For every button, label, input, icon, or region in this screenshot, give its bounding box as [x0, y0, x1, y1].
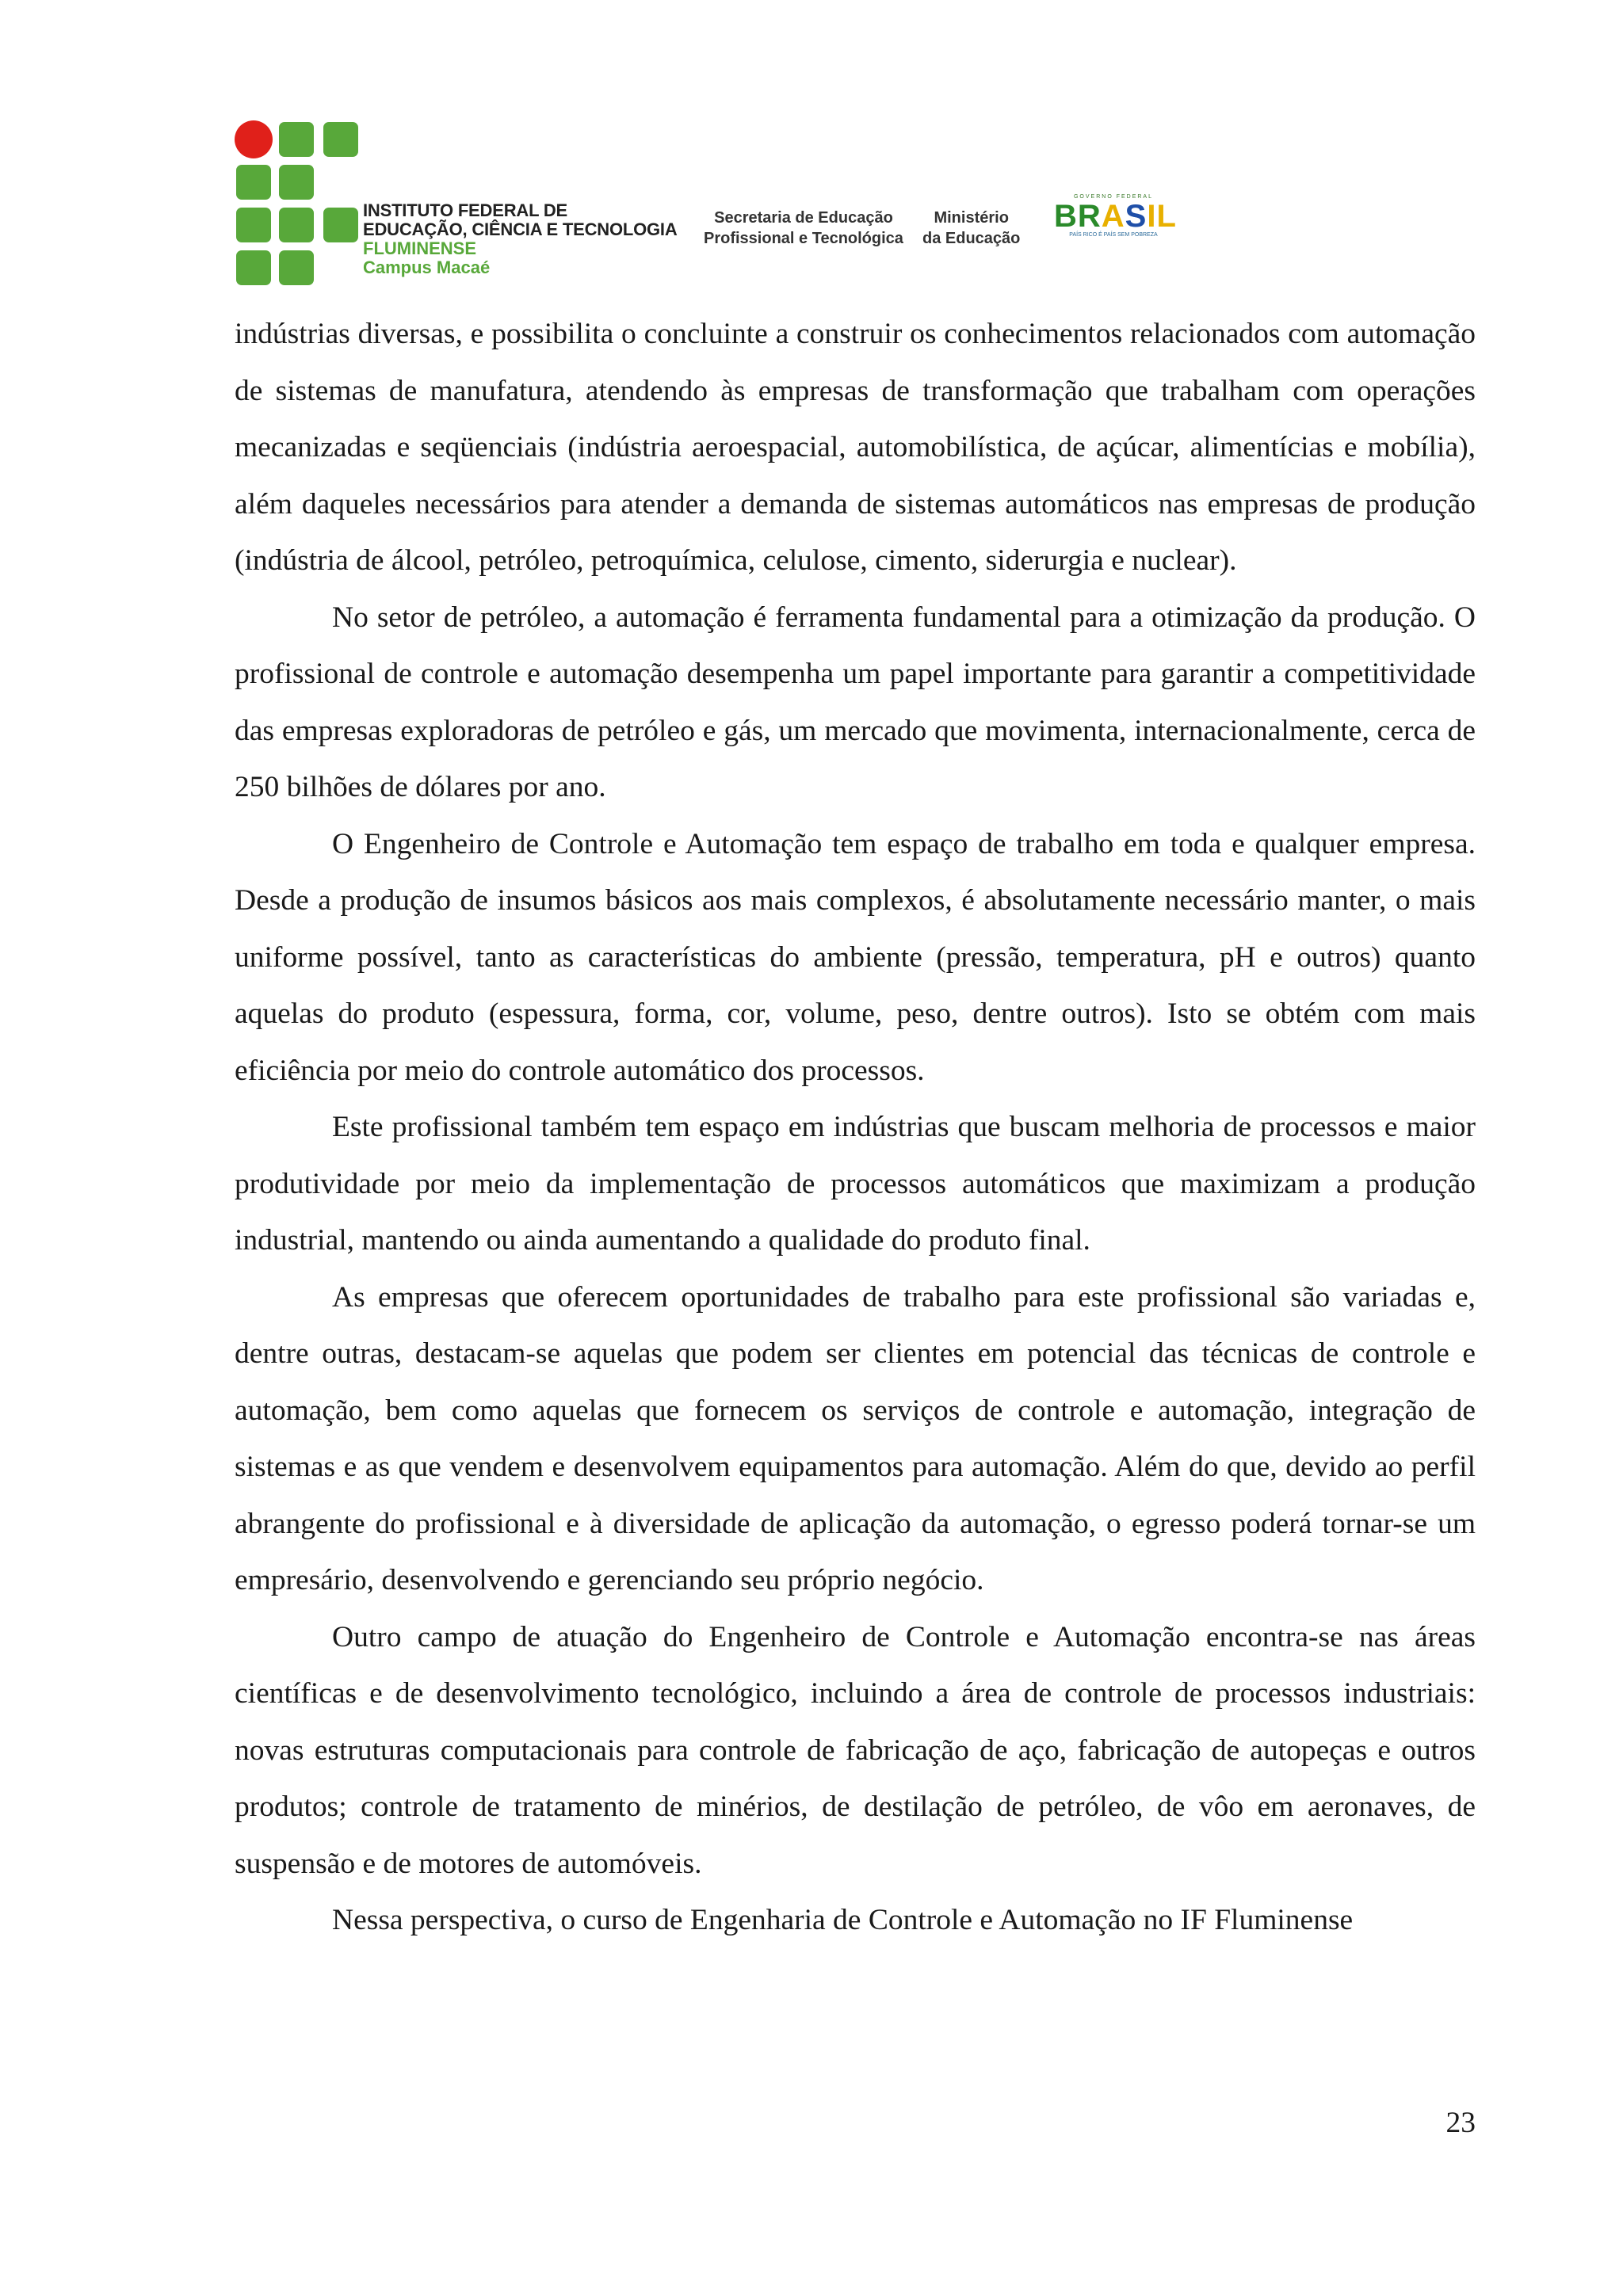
- institute-line-1: INSTITUTO FEDERAL DE: [363, 200, 567, 220]
- brasil-top-text: GOVERNO FEDERAL: [1073, 194, 1153, 200]
- secretaria-line-2: Profissional e Tecnológica: [704, 230, 903, 247]
- paragraph: No setor de petróleo, a automação é ferramenta fundamental para a otimização da produção. O profissional de controle e automação desempenha um papel importante para garantir a competitividade das empresas exploradoras de petróleo e gás, um mercado que movimenta, internacionalmente, cerca de 250 bilhões de dólares por ano.: [235, 601, 1476, 803]
- institute-line-2: EDUCAÇÃO, CIÊNCIA E TECNOLOGIA: [363, 219, 678, 239]
- brasil-slogan: PAÍS RICO É PAÍS SEM POBREZA: [1069, 232, 1158, 238]
- logo-square: [279, 208, 314, 242]
- paragraph: As empresas que oferecem oportunidades de trabalho para este profissional são variadas e, dentre outras, destacam-se aquelas que podem ser clientes em potencial das técnicas de controle e automação, bem como aquelas que fornecem os serviços de controle e automação, integração de sistemas e as que vendem e desenvolvem equipamentos para automação. Além do que, devido ao perfil abrangente do profissional e à diversidade de aplicação da automação, o egresso poderá tornar-se um empresário, desenvolvendo e gerenciando seu próprio negócio.: [235, 1280, 1476, 1596]
- logo-square: [279, 250, 314, 285]
- paragraph: Outro campo de atuação do Engenheiro de Controle e Automação encontra-se nas áreas científicas e de desenvolvimento tecnológico, incluindo a área de controle de processos industriais: novas estruturas computacionais para controle de fabricação de aço, fabricação de autopeças e outros produtos; controle de tratamento de minérios, de destilação de petróleo, de vôo em aeronaves, de suspensão e de motores de automóveis.: [235, 1620, 1476, 1880]
- secretaria-label: [704, 208, 903, 249]
- logo-square: [279, 122, 314, 157]
- brasil-letters-2: A: [1101, 199, 1125, 234]
- page-number: 23: [1445, 2107, 1476, 2139]
- logo-square: [236, 208, 271, 242]
- paragraph: indústrias diversas, e possibilita o concluinte a construir os conhecimentos relacionados com automação de sistemas de manufatura, atendendo às empresas de transformação que trabalham com operações mecanizadas e seqüenciais (indústria aeroespacial, automobilística, de açúcar, alimentícias e mobília), além daqueles necessários para atender a demanda de sistemas automáticos nas empresas de produção (indústria de álcool, petróleo, petroquímica, celulose, cimento, siderurgia e nuclear).: [235, 318, 1476, 577]
- ministerio-label: [922, 208, 1020, 249]
- institute-line-4: Campus Macaé: [363, 257, 491, 277]
- brasil-logo: [1054, 193, 1177, 241]
- logo-red-circle: [235, 120, 273, 158]
- ministerio-line-1: Ministério: [934, 209, 1009, 227]
- logo-square: [323, 208, 358, 242]
- institute-line-3: FLUMINENSE: [363, 238, 476, 258]
- brasil-letters-1: BR: [1054, 199, 1102, 234]
- logo-square: [236, 165, 271, 200]
- brasil-letters-4: IL: [1147, 199, 1177, 234]
- logo-square: [323, 122, 358, 157]
- paragraph: O Engenheiro de Controle e Automação tem espaço de trabalho em toda e qualquer empresa. Desde a produção de insumos básicos aos mais complexos, é absolutamente necessário manter, o mais uniforme possível, tanto as características do ambiente (pressão, temperatura, pH e outros) quanto aquelas do produto (espessura, forma, cor, volume, peso, dentre outros). Isto se obtém com mais eficiência por meio do controle automático dos processos.: [235, 827, 1476, 1087]
- brasil-letters-3: S: [1125, 199, 1148, 234]
- institute-logo-icon: [235, 120, 361, 285]
- paragraph: Nessa perspectiva, o curso de Engenharia de Controle e Automação no IF Fluminense: [332, 1904, 1354, 1936]
- brasil-wordmark: [1054, 199, 1177, 234]
- document-body: [235, 306, 1476, 1949]
- ministerio-line-2: da Educação: [922, 230, 1021, 247]
- logo-square: [236, 250, 271, 285]
- paragraph: Este profissional também tem espaço em indústrias que buscam melhoria de processos e maior produtividade por meio da implementação de processos automáticos que maximizam a produção industrial, mantendo ou ainda aumentando a qualidade do produto final.: [235, 1111, 1476, 1257]
- page-header: [235, 120, 1233, 287]
- secretaria-line-1: Secretaria de Educação: [714, 209, 893, 227]
- logo-square: [279, 165, 314, 200]
- institute-name: [363, 201, 678, 277]
